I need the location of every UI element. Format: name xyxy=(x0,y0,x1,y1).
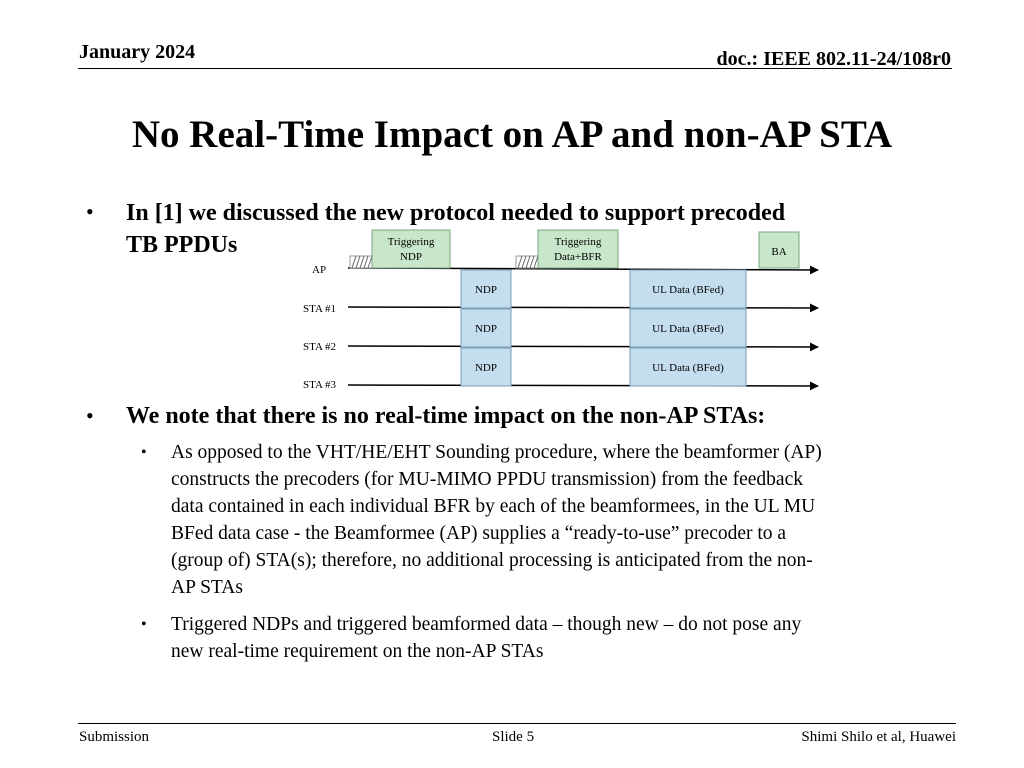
triggering-ndp-label-1: Triggering xyxy=(387,236,435,248)
timing-diagram xyxy=(290,226,830,392)
footer-rule xyxy=(78,723,956,724)
row-label-sta1: STA #1 xyxy=(303,303,337,315)
header-rule xyxy=(78,68,952,69)
footer-slide-number: Slide 5 xyxy=(492,729,535,745)
bullet-1-line-2: TB PPDUs xyxy=(126,232,238,258)
sub-bullet-1-line: As opposed to the VHT/HE/EHT Sounding procedure, where the beamformer (AP) xyxy=(171,442,822,463)
bullet-2-line-1: We note that there is no real-time impact on the non-AP STAs: xyxy=(126,403,766,429)
sub-bullet-1-line: (group of) STA(s); therefore, no additional processing is anticipated from the non- xyxy=(171,550,813,571)
bullet-1-line-1: In [1] we discussed the new protocol needed to support precoded xyxy=(126,200,786,226)
ndp-label-sta2: NDP xyxy=(474,323,498,335)
preamble-hatch-1 xyxy=(350,256,372,268)
ul-data-label-sta1: UL Data (BFed) xyxy=(652,284,724,296)
sub-bullet-marker: • xyxy=(141,616,147,633)
preamble-hatch-2 xyxy=(516,256,538,268)
sub-bullet-1-line: BFed data case - the Beamformee (AP) supplies a “ready-to-use” precoder to a xyxy=(171,523,787,544)
bullet-marker: • xyxy=(86,199,94,224)
ul-data-label-sta2: UL Data (BFed) xyxy=(652,323,724,335)
footer-author: Shimi Shilo et al, Huawei xyxy=(801,729,956,745)
row-label-ap: AP xyxy=(312,264,327,276)
row-label-sta2: STA #2 xyxy=(303,341,337,353)
sub-bullet-marker: • xyxy=(141,444,147,461)
slide-title: No Real-Time Impact on AP and non-AP STA xyxy=(131,113,893,156)
header-date: January 2024 xyxy=(79,41,196,63)
ul-data-label-sta3: UL Data (BFed) xyxy=(652,362,724,374)
sub-bullet-2 xyxy=(171,611,941,665)
sub-bullet-1-line: constructs the precoders (for MU-MIMO PPDU transmission) from the feedback xyxy=(171,469,803,490)
triggering-ndp-label-2: NDP xyxy=(399,251,423,263)
ba-label: BA xyxy=(771,246,787,258)
sub-bullet-1-line: data contained in each individual BFR by each of the beamformees, in the UL MU xyxy=(171,496,816,517)
row-label-sta3: STA #3 xyxy=(303,379,337,391)
sta3-timeline xyxy=(348,385,818,386)
ndp-label-sta1: NDP xyxy=(474,284,498,296)
footer-submission: Submission xyxy=(79,729,150,745)
sub-bullet-1-line: AP STAs xyxy=(171,577,243,598)
sta1-timeline xyxy=(348,307,818,308)
triggering-data-label-1: Triggering xyxy=(554,236,602,248)
sub-bullet-2-line: Triggered NDPs and triggered beamformed data – though new – do not pose any xyxy=(171,614,802,635)
header-doc-id: doc.: IEEE 802.11-24/108r0 xyxy=(716,48,951,70)
sub-bullet-1 xyxy=(171,439,941,601)
sub-bullet-2-line: new real-time requirement on the non-AP STAs xyxy=(171,641,544,662)
sta2-timeline xyxy=(348,346,818,347)
ndp-label-sta3: NDP xyxy=(474,362,498,374)
triggering-data-label-2: Data+BFR xyxy=(554,251,602,263)
bullet-marker: • xyxy=(86,403,94,428)
